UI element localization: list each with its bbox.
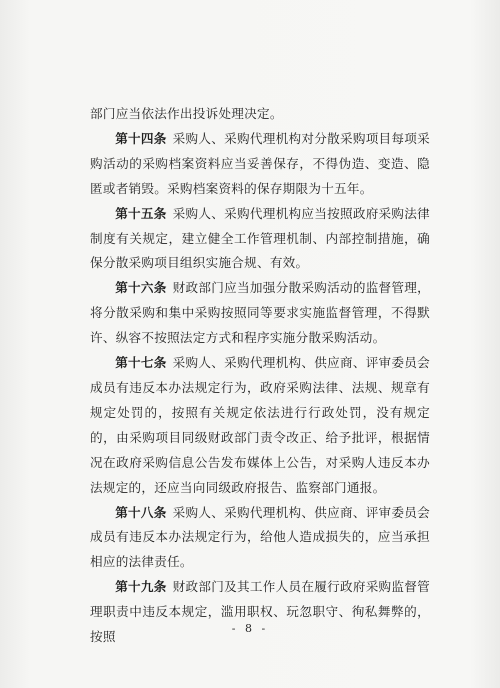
article-16: [90, 276, 430, 351]
article-label: 第十九条: [115, 579, 167, 595]
article-text: 采购人、采购代理机构对分散采购项目每项采购活动的采购档案资料应当妥善保存，不得伪造、变造、隐匿或者销毁。采购档案资料的保存期限为十五年。: [90, 130, 430, 196]
article-text: 采购人、采购代理机构应当按照政府采购法律制度有关规定，建立健全工作管理机制、内部控制措施，确保分散采购项目组织实施合规、有效。: [90, 205, 430, 271]
article-label: 第十四条: [115, 130, 167, 146]
article-14: [90, 127, 430, 202]
article-text: 财政部门应当加强分散采购活动的监督管理，将分散采购和集中采购按照同等要求实施监督管理，不得默许、纵容不按照法定方式和程序实施分散采购活动。: [90, 280, 430, 346]
article-15: [90, 202, 430, 277]
article-19: [90, 575, 430, 650]
article-text: 财政部门及其工作人员在履行政府采购监督管理职责中违反本规定，滥用职权、玩忽职守、徇私舞弊的，按照: [90, 579, 430, 645]
article-label: 第十八条: [115, 504, 167, 520]
article-label: 第十五条: [115, 205, 167, 221]
continuation-paragraph: 部门应当依法作出投诉处理决定。: [90, 106, 283, 121]
article-18: [90, 501, 430, 576]
article-17: [90, 351, 430, 500]
article-text: 采购人、采购代理机构、供应商、评审委员会成员有违反本办法规定行为，给他人造成损失的，应当承担相应的法律责任。: [90, 504, 430, 570]
article-text: 采购人、采购代理机构、供应商、评审委员会成员有违反本办法规定行为，政府采购法律、法规、规章有规定处罚的，按照有关规定依法进行行政处罚，没有规定的，由采购项目同级财政部门责令改正、给予批评，根据情况在政府采购信息公告发布媒体上公告，对采购人违反本办法规定的，还应当向同级政府报告、监察部门通报。: [90, 355, 430, 495]
page-number: - 8 -: [231, 622, 269, 635]
document-body: [90, 102, 430, 650]
article-label: 第十六条: [115, 280, 167, 296]
article-label: 第十七条: [115, 355, 167, 371]
